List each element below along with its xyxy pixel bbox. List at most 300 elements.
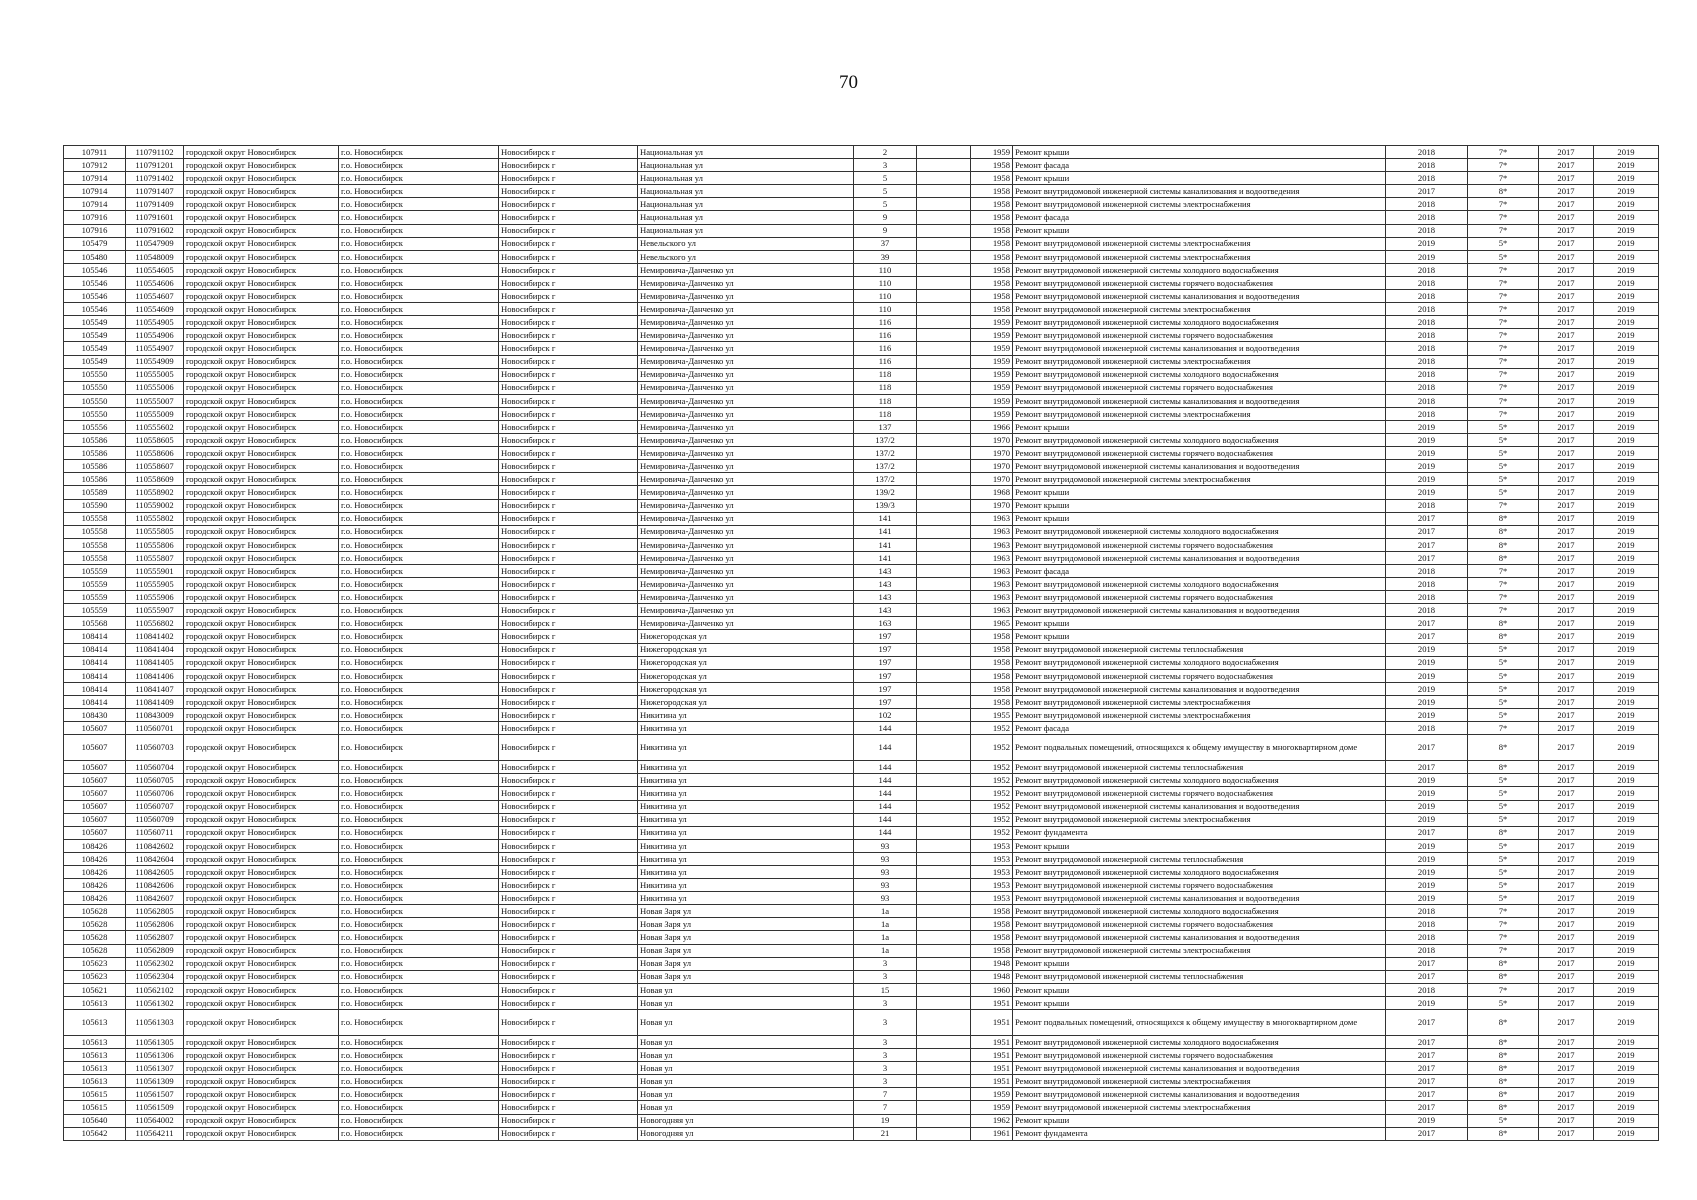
table-row [64, 852, 1659, 865]
priority-group-cell: 8* [1468, 1101, 1539, 1114]
municipality-cell: городской округ Новосибирск [184, 865, 339, 878]
locality-cell: Новосибирск г [499, 146, 638, 159]
priority-group-cell: 5* [1468, 447, 1539, 460]
building-cell [917, 695, 971, 708]
house-id-cell: 105586 [64, 434, 126, 447]
house-number-cell: 93 [854, 865, 917, 878]
municipality-cell: городской округ Новосибирск [184, 774, 339, 787]
street-cell: Никитина ул [638, 865, 854, 878]
municipality-cell: городской округ Новосибирск [184, 944, 339, 957]
building-cell [917, 394, 971, 407]
period-start-cell: 2017 [1539, 774, 1594, 787]
building-cell [917, 1062, 971, 1075]
house-number-cell: 3 [854, 159, 917, 172]
street-cell: Немировича-Данченко ул [638, 591, 854, 604]
period-start-cell: 2017 [1539, 1088, 1594, 1101]
house-id-cell: 105589 [64, 486, 126, 499]
district-cell: г.о. Новосибирск [339, 656, 499, 669]
table-row [64, 826, 1659, 839]
house-number-cell: 197 [854, 656, 917, 669]
period-start-cell: 2017 [1539, 852, 1594, 865]
work-type-cell: Ремонт внутридомовой инженерной системы холодного водоснабжения [1013, 525, 1386, 538]
house-number-cell: 93 [854, 892, 917, 905]
municipality-cell: городской округ Новосибирск [184, 682, 339, 695]
house-number-cell: 110 [854, 290, 917, 303]
period-start-cell: 2017 [1539, 211, 1594, 224]
period-start-cell: 2017 [1539, 276, 1594, 289]
work-type-cell: Ремонт внутридомовой инженерной системы электроснабжения [1013, 407, 1386, 420]
work-id-cell: 110555906 [126, 591, 184, 604]
table-row [64, 316, 1659, 329]
house-id-cell: 105607 [64, 722, 126, 735]
house-id-cell: 105607 [64, 774, 126, 787]
locality-cell: Новосибирск г [499, 460, 638, 473]
period-start-cell: 2017 [1539, 473, 1594, 486]
work-id-cell: 110791409 [126, 198, 184, 211]
locality-cell: Новосибирск г [499, 931, 638, 944]
locality-cell: Новосибирск г [499, 682, 638, 695]
period-start-cell: 2017 [1539, 1049, 1594, 1062]
planned-year-cell: 2017 [1386, 630, 1468, 643]
work-id-cell: 110558606 [126, 447, 184, 460]
built-year-cell: 1951 [971, 996, 1013, 1009]
locality-cell: Новосибирск г [499, 918, 638, 931]
planned-year-cell: 2018 [1386, 722, 1468, 735]
period-start-cell: 2017 [1539, 172, 1594, 185]
work-id-cell: 110561306 [126, 1049, 184, 1062]
house-id-cell: 107916 [64, 211, 126, 224]
table-row [64, 970, 1659, 983]
priority-group-cell: 7* [1468, 944, 1539, 957]
work-type-cell: Ремонт внутридомовой инженерной системы горячего водоснабжения [1013, 276, 1386, 289]
district-cell: г.о. Новосибирск [339, 512, 499, 525]
period-end-cell: 2019 [1594, 617, 1659, 630]
district-cell: г.о. Новосибирск [339, 342, 499, 355]
locality-cell: Новосибирск г [499, 879, 638, 892]
municipality-cell: городской округ Новосибирск [184, 250, 339, 263]
period-end-cell: 2019 [1594, 735, 1659, 761]
work-type-cell: Ремонт внутридомовой инженерной системы горячего водоснабжения [1013, 1049, 1386, 1062]
building-cell [917, 826, 971, 839]
priority-group-cell: 7* [1468, 224, 1539, 237]
table-row [64, 355, 1659, 368]
planned-year-cell: 2018 [1386, 263, 1468, 276]
planned-year-cell: 2019 [1386, 852, 1468, 865]
priority-group-cell: 7* [1468, 368, 1539, 381]
period-start-cell: 2017 [1539, 447, 1594, 460]
priority-group-cell: 7* [1468, 918, 1539, 931]
planned-year-cell: 2019 [1386, 460, 1468, 473]
work-id-cell: 110841404 [126, 643, 184, 656]
planned-year-cell: 2018 [1386, 172, 1468, 185]
district-cell: г.о. Новосибирск [339, 263, 499, 276]
period-end-cell: 2019 [1594, 1088, 1659, 1101]
table-row [64, 486, 1659, 499]
municipality-cell: городской округ Новосибирск [184, 211, 339, 224]
priority-group-cell: 5* [1468, 656, 1539, 669]
table-row [64, 865, 1659, 878]
municipality-cell: городской округ Новосибирск [184, 1036, 339, 1049]
planned-year-cell: 2019 [1386, 800, 1468, 813]
house-id-cell: 105628 [64, 944, 126, 957]
built-year-cell: 1959 [971, 1088, 1013, 1101]
house-number-cell: 1а [854, 918, 917, 931]
built-year-cell: 1958 [971, 918, 1013, 931]
building-cell [917, 669, 971, 682]
municipality-cell: городской округ Новосибирск [184, 407, 339, 420]
district-cell: г.о. Новосибирск [339, 486, 499, 499]
period-end-cell: 2019 [1594, 905, 1659, 918]
table-row [64, 774, 1659, 787]
period-end-cell: 2019 [1594, 578, 1659, 591]
house-id-cell: 105559 [64, 565, 126, 578]
work-id-cell: 110560706 [126, 787, 184, 800]
building-cell [917, 407, 971, 420]
house-number-cell: 9 [854, 224, 917, 237]
house-id-cell: 108426 [64, 865, 126, 878]
street-cell: Новая ул [638, 1010, 854, 1036]
municipality-cell: городской округ Новосибирск [184, 1114, 339, 1127]
district-cell: г.о. Новосибирск [339, 420, 499, 433]
built-year-cell: 1958 [971, 290, 1013, 303]
locality-cell: Новосибирск г [499, 1049, 638, 1062]
locality-cell: Новосибирск г [499, 276, 638, 289]
built-year-cell: 1958 [971, 944, 1013, 957]
period-start-cell: 2017 [1539, 669, 1594, 682]
house-number-cell: 143 [854, 604, 917, 617]
built-year-cell: 1959 [971, 342, 1013, 355]
planned-year-cell: 2018 [1386, 394, 1468, 407]
period-end-cell: 2019 [1594, 852, 1659, 865]
locality-cell: Новосибирск г [499, 722, 638, 735]
planned-year-cell: 2017 [1386, 538, 1468, 551]
street-cell: Никитина ул [638, 774, 854, 787]
priority-group-cell: 5* [1468, 996, 1539, 1009]
table-row [64, 394, 1659, 407]
work-type-cell: Ремонт крыши [1013, 224, 1386, 237]
district-cell: г.о. Новосибирск [339, 787, 499, 800]
district-cell: г.о. Новосибирск [339, 447, 499, 460]
planned-year-cell: 2018 [1386, 407, 1468, 420]
priority-group-cell: 7* [1468, 381, 1539, 394]
period-start-cell: 2017 [1539, 931, 1594, 944]
priority-group-cell: 8* [1468, 551, 1539, 564]
municipality-cell: городской округ Новосибирск [184, 996, 339, 1009]
district-cell: г.о. Новосибирск [339, 879, 499, 892]
building-cell [917, 290, 971, 303]
period-start-cell: 2017 [1539, 918, 1594, 931]
table-row [64, 905, 1659, 918]
building-cell [917, 473, 971, 486]
period-end-cell: 2019 [1594, 473, 1659, 486]
table-row [64, 944, 1659, 957]
house-number-cell: 137/2 [854, 473, 917, 486]
built-year-cell: 1968 [971, 486, 1013, 499]
built-year-cell: 1951 [971, 1075, 1013, 1088]
period-end-cell: 2019 [1594, 486, 1659, 499]
building-cell [917, 722, 971, 735]
house-id-cell: 108426 [64, 892, 126, 905]
planned-year-cell: 2018 [1386, 905, 1468, 918]
table-row [64, 368, 1659, 381]
work-id-cell: 110842602 [126, 839, 184, 852]
priority-group-cell: 7* [1468, 905, 1539, 918]
locality-cell: Новосибирск г [499, 473, 638, 486]
municipality-cell: городской округ Новосибирск [184, 512, 339, 525]
built-year-cell: 1952 [971, 735, 1013, 761]
house-number-cell: 141 [854, 512, 917, 525]
period-end-cell: 2019 [1594, 407, 1659, 420]
district-cell: г.о. Новосибирск [339, 159, 499, 172]
period-start-cell: 2017 [1539, 1062, 1594, 1075]
planned-year-cell: 2018 [1386, 944, 1468, 957]
built-year-cell: 1958 [971, 276, 1013, 289]
district-cell: г.о. Новосибирск [339, 1036, 499, 1049]
priority-group-cell: 5* [1468, 1114, 1539, 1127]
municipality-cell: городской округ Новосибирск [184, 957, 339, 970]
period-start-cell: 2017 [1539, 420, 1594, 433]
work-type-cell: Ремонт внутридомовой инженерной системы горячего водоснабжения [1013, 381, 1386, 394]
period-end-cell: 2019 [1594, 892, 1659, 905]
period-end-cell: 2019 [1594, 1127, 1659, 1140]
work-id-cell: 110561303 [126, 1010, 184, 1036]
locality-cell: Новосибирск г [499, 643, 638, 656]
planned-year-cell: 2018 [1386, 198, 1468, 211]
planned-year-cell: 2018 [1386, 211, 1468, 224]
building-cell [917, 355, 971, 368]
street-cell: Немировича-Данченко ул [638, 447, 854, 460]
building-cell [917, 1036, 971, 1049]
table-row [64, 787, 1659, 800]
house-number-cell: 3 [854, 1010, 917, 1036]
work-id-cell: 110841405 [126, 656, 184, 669]
period-start-cell: 2017 [1539, 800, 1594, 813]
table-row [64, 198, 1659, 211]
priority-group-cell: 7* [1468, 316, 1539, 329]
work-type-cell: Ремонт крыши [1013, 420, 1386, 433]
period-end-cell: 2019 [1594, 931, 1659, 944]
planned-year-cell: 2017 [1386, 617, 1468, 630]
period-start-cell: 2017 [1539, 996, 1594, 1009]
period-start-cell: 2017 [1539, 1127, 1594, 1140]
house-number-cell: 197 [854, 695, 917, 708]
house-id-cell: 105558 [64, 538, 126, 551]
priority-group-cell: 7* [1468, 159, 1539, 172]
built-year-cell: 1959 [971, 1101, 1013, 1114]
table-row [64, 1036, 1659, 1049]
work-id-cell: 110554606 [126, 276, 184, 289]
municipality-cell: городской округ Новосибирск [184, 1062, 339, 1075]
planned-year-cell: 2019 [1386, 892, 1468, 905]
work-id-cell: 110555806 [126, 538, 184, 551]
locality-cell: Новосибирск г [499, 198, 638, 211]
work-id-cell: 110558607 [126, 460, 184, 473]
district-cell: г.о. Новосибирск [339, 761, 499, 774]
house-number-cell: 3 [854, 1036, 917, 1049]
house-number-cell: 93 [854, 839, 917, 852]
period-end-cell: 2019 [1594, 669, 1659, 682]
work-type-cell: Ремонт внутридомовой инженерной системы канализования и водоотведения [1013, 931, 1386, 944]
period-end-cell: 2019 [1594, 643, 1659, 656]
building-cell [917, 538, 971, 551]
house-number-cell: 144 [854, 761, 917, 774]
period-end-cell: 2019 [1594, 787, 1659, 800]
table-row [64, 892, 1659, 905]
planned-year-cell: 2017 [1386, 1010, 1468, 1036]
priority-group-cell: 5* [1468, 787, 1539, 800]
period-end-cell: 2019 [1594, 957, 1659, 970]
period-end-cell: 2019 [1594, 1101, 1659, 1114]
priority-group-cell: 5* [1468, 434, 1539, 447]
municipality-cell: городской округ Новосибирск [184, 591, 339, 604]
work-type-cell: Ремонт внутридомовой инженерной системы электроснабжения [1013, 1075, 1386, 1088]
table-row [64, 695, 1659, 708]
work-type-cell: Ремонт крыши [1013, 172, 1386, 185]
house-id-cell: 105613 [64, 1075, 126, 1088]
street-cell: Никитина ул [638, 852, 854, 865]
priority-group-cell: 8* [1468, 826, 1539, 839]
period-start-cell: 2017 [1539, 656, 1594, 669]
locality-cell: Новосибирск г [499, 565, 638, 578]
locality-cell: Новосибирск г [499, 1127, 638, 1140]
municipality-cell: городской округ Новосибирск [184, 447, 339, 460]
house-id-cell: 105642 [64, 1127, 126, 1140]
work-type-cell: Ремонт внутридомовой инженерной системы канализования и водоотведения [1013, 290, 1386, 303]
work-id-cell: 110842604 [126, 852, 184, 865]
work-id-cell: 110843009 [126, 709, 184, 722]
priority-group-cell: 7* [1468, 290, 1539, 303]
district-cell: г.о. Новосибирск [339, 368, 499, 381]
priority-group-cell: 7* [1468, 342, 1539, 355]
table-row [64, 735, 1659, 761]
planned-year-cell: 2017 [1386, 970, 1468, 983]
built-year-cell: 1958 [971, 237, 1013, 250]
period-end-cell: 2019 [1594, 682, 1659, 695]
period-start-cell: 2017 [1539, 381, 1594, 394]
house-id-cell: 105607 [64, 800, 126, 813]
district-cell: г.о. Новосибирск [339, 1049, 499, 1062]
work-id-cell: 110561309 [126, 1075, 184, 1088]
street-cell: Немировича-Данченко ул [638, 316, 854, 329]
locality-cell: Новосибирск г [499, 604, 638, 617]
work-id-cell: 110791201 [126, 159, 184, 172]
house-number-cell: 3 [854, 970, 917, 983]
municipality-cell: городской округ Новосибирск [184, 551, 339, 564]
district-cell: г.о. Новосибирск [339, 1062, 499, 1075]
period-start-cell: 2017 [1539, 983, 1594, 996]
street-cell: Новая ул [638, 1075, 854, 1088]
work-type-cell: Ремонт внутридомовой инженерной системы теплоснабжения [1013, 852, 1386, 865]
table-row [64, 276, 1659, 289]
street-cell: Никитина ул [638, 709, 854, 722]
street-cell: Новая Заря ул [638, 944, 854, 957]
planned-year-cell: 2017 [1386, 761, 1468, 774]
building-cell [917, 578, 971, 591]
period-end-cell: 2019 [1594, 198, 1659, 211]
district-cell: г.о. Новосибирск [339, 172, 499, 185]
district-cell: г.о. Новосибирск [339, 604, 499, 617]
building-cell [917, 565, 971, 578]
district-cell: г.о. Новосибирск [339, 434, 499, 447]
table-row [64, 512, 1659, 525]
building-cell [917, 420, 971, 433]
planned-year-cell: 2019 [1386, 643, 1468, 656]
built-year-cell: 1958 [971, 159, 1013, 172]
house-number-cell: 102 [854, 709, 917, 722]
built-year-cell: 1959 [971, 146, 1013, 159]
district-cell: г.о. Новосибирск [339, 407, 499, 420]
priority-group-cell: 8* [1468, 1088, 1539, 1101]
planned-year-cell: 2018 [1386, 604, 1468, 617]
locality-cell: Новосибирск г [499, 420, 638, 433]
work-type-cell: Ремонт внутридомовой инженерной системы горячего водоснабжения [1013, 918, 1386, 931]
building-cell [917, 447, 971, 460]
built-year-cell: 1958 [971, 905, 1013, 918]
district-cell: г.о. Новосибирск [339, 617, 499, 630]
built-year-cell: 1958 [971, 185, 1013, 198]
planned-year-cell: 2019 [1386, 669, 1468, 682]
table-row [64, 800, 1659, 813]
table-row [64, 237, 1659, 250]
priority-group-cell: 8* [1468, 617, 1539, 630]
street-cell: Нижегородская ул [638, 669, 854, 682]
priority-group-cell: 8* [1468, 538, 1539, 551]
municipality-cell: городской округ Новосибирск [184, 604, 339, 617]
building-cell [917, 1127, 971, 1140]
built-year-cell: 1951 [971, 1049, 1013, 1062]
planned-year-cell: 2019 [1386, 996, 1468, 1009]
planned-year-cell: 2019 [1386, 865, 1468, 878]
house-id-cell: 105556 [64, 420, 126, 433]
house-number-cell: 21 [854, 1127, 917, 1140]
work-id-cell: 110554906 [126, 329, 184, 342]
district-cell: г.о. Новосибирск [339, 185, 499, 198]
municipality-cell: городской округ Новосибирск [184, 879, 339, 892]
planned-year-cell: 2017 [1386, 957, 1468, 970]
house-id-cell: 107912 [64, 159, 126, 172]
district-cell: г.о. Новосибирск [339, 839, 499, 852]
table-row [64, 224, 1659, 237]
house-number-cell: 5 [854, 172, 917, 185]
period-start-cell: 2017 [1539, 591, 1594, 604]
priority-group-cell: 5* [1468, 852, 1539, 865]
street-cell: Национальная ул [638, 211, 854, 224]
planned-year-cell: 2017 [1386, 1062, 1468, 1075]
period-start-cell: 2017 [1539, 434, 1594, 447]
locality-cell: Новосибирск г [499, 656, 638, 669]
table-row [64, 813, 1659, 826]
district-cell: г.о. Новосибирск [339, 460, 499, 473]
house-number-cell: 137/2 [854, 460, 917, 473]
locality-cell: Новосибирск г [499, 957, 638, 970]
work-id-cell: 110561305 [126, 1036, 184, 1049]
district-cell: г.о. Новосибирск [339, 722, 499, 735]
building-cell [917, 643, 971, 656]
period-end-cell: 2019 [1594, 434, 1659, 447]
work-id-cell: 110560705 [126, 774, 184, 787]
period-start-cell: 2017 [1539, 682, 1594, 695]
municipality-cell: городской округ Новосибирск [184, 918, 339, 931]
work-type-cell: Ремонт внутридомовой инженерной системы электроснабжения [1013, 695, 1386, 708]
planned-year-cell: 2019 [1386, 447, 1468, 460]
period-end-cell: 2019 [1594, 774, 1659, 787]
planned-year-cell: 2019 [1386, 774, 1468, 787]
building-cell [917, 1088, 971, 1101]
work-type-cell: Ремонт внутридомовой инженерной системы горячего водоснабжения [1013, 447, 1386, 460]
district-cell: г.о. Новосибирск [339, 905, 499, 918]
planned-year-cell: 2018 [1386, 381, 1468, 394]
house-number-cell: 116 [854, 316, 917, 329]
